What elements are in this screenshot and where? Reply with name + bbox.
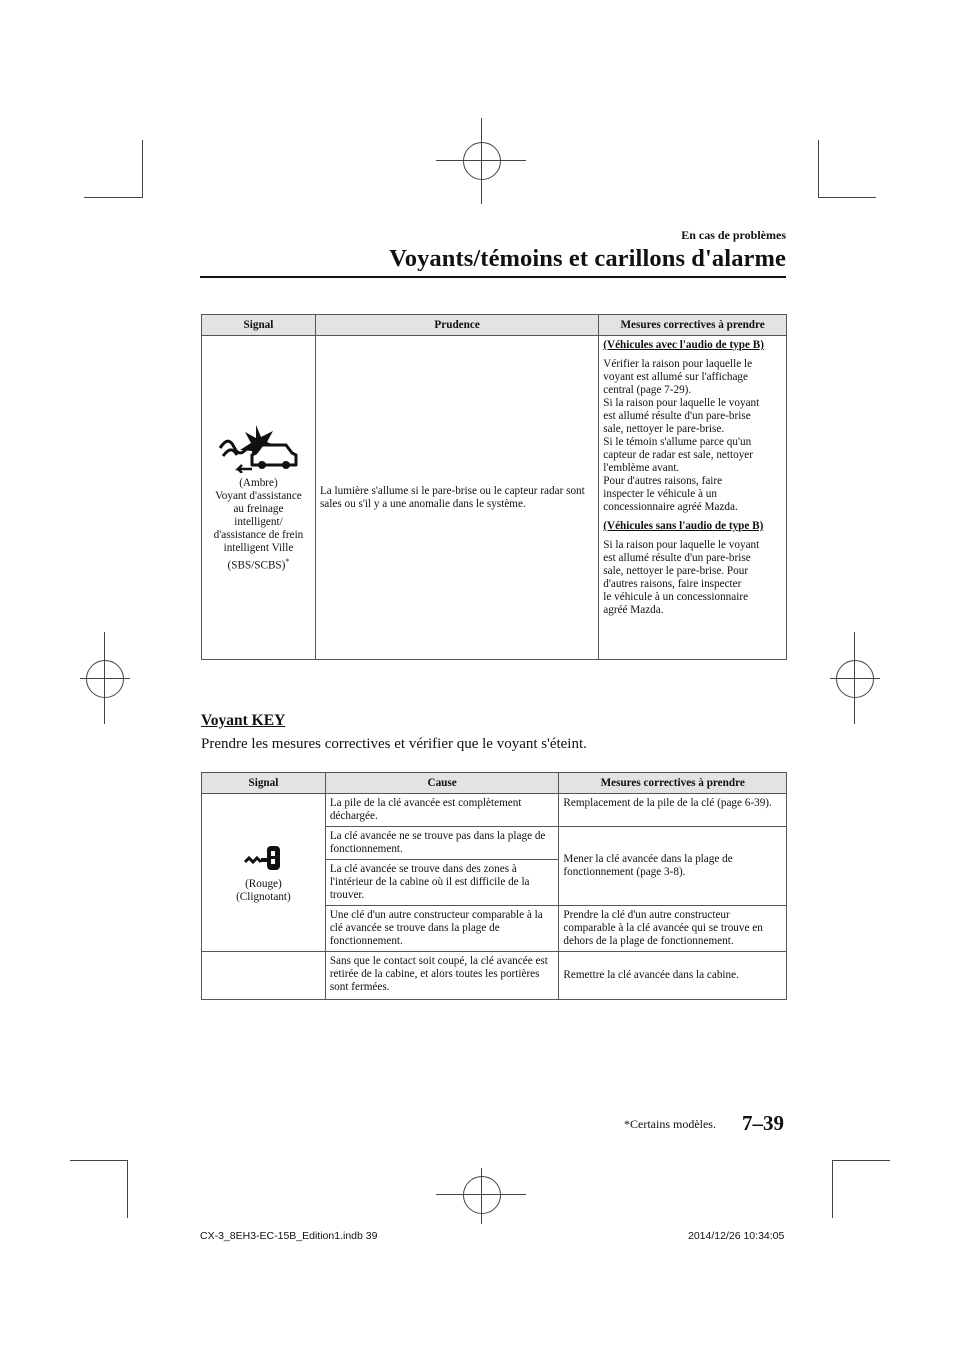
- actions-cell: [599, 336, 787, 660]
- action-line: Pour d'autres raisons, faire: [603, 475, 723, 487]
- header-actions: Mesures correctives à prendre: [599, 315, 787, 336]
- signal-line: au freinage: [233, 502, 284, 515]
- signal-line: intelligent Ville: [223, 541, 294, 554]
- signal-cell: [202, 794, 326, 952]
- action-cell: Remettre la clé avancée dans la cabine.: [559, 952, 787, 1000]
- table-header-row: [202, 773, 787, 794]
- cause-cell: La pile de la clé avancée est complètement déchargée.: [325, 794, 559, 827]
- section-label: En cas de problèmes: [681, 228, 786, 242]
- header-cause: Cause: [325, 773, 559, 794]
- print-imprint-file: CX-3_8EH3-EC-15B_Edition1.indb 39: [200, 1230, 378, 1242]
- cause-cell: La clé avancée se trouve dans des zones à l'intérieur de la cabine où il est difficile de la trouver.: [325, 860, 559, 906]
- page-number: 7–39: [742, 1111, 784, 1135]
- header-rule: [200, 276, 786, 278]
- action-line: agréé Mazda.: [603, 604, 664, 616]
- action-line: central (page 7-29).: [603, 384, 692, 396]
- action-line: Si la raison pour laquelle le voyant: [603, 397, 760, 409]
- signal-line: Voyant d'assistance: [215, 489, 302, 502]
- header-actions: Mesures correctives à prendre: [559, 773, 787, 794]
- action-line: le véhicule à un concessionnaire: [603, 591, 749, 603]
- action-line: inspecter le véhicule à un: [603, 488, 717, 500]
- cause-cell: Sans que le contact soit coupé, la clé avancée est retirée de la cabine, et alors toutes les portières sont fermées.: [325, 952, 559, 1000]
- signal-line: intelligent/: [234, 515, 283, 528]
- section-intro: Prendre les mesures correctives et vérifier que le voyant s'éteint.: [201, 736, 587, 752]
- action-line: capteur de radar est sale, nettoyer: [603, 449, 753, 461]
- header-signal: Signal: [202, 315, 316, 336]
- key-warning-table: [201, 772, 787, 1000]
- signal-line: d'assistance de frein: [213, 528, 304, 541]
- print-imprint-date: 2014/12/26 10:34:05: [688, 1230, 785, 1242]
- action-line: Vérifier la raison pour laquelle le: [603, 358, 753, 370]
- section-heading-key: Voyant KEY: [201, 712, 286, 729]
- action-cell: Mener la clé avancée dans la plage de fonctionnement (page 3-8).: [559, 827, 787, 906]
- action-line: sale, nettoyer le pare-brise. Pour: [603, 565, 749, 577]
- signal-line-last: (SBS/SCBS)*: [227, 556, 290, 572]
- action-line: concessionnaire agréé Mazda.: [603, 501, 738, 513]
- key-fob-icon: [243, 842, 283, 874]
- action-cell: Prendre la clé d'un autre constructeur comparable à la clé avancée qui se trouve en dehors de la plage de fonctionnement.: [559, 906, 787, 952]
- action-heading: (Véhicules avec l'audio de type B): [603, 339, 764, 351]
- signal-state: (Clignotant): [236, 890, 291, 903]
- cause-cell: La clé avancée ne se trouve pas dans la plage de fonctionnement.: [325, 827, 559, 860]
- signal-cell-empty: [202, 952, 326, 1000]
- action-line: l'emblème avant.: [603, 462, 680, 474]
- caution-cell: La lumière s'allume si le pare-brise ou le capteur radar sont sales ou s'il y a une anomalie dans le système.: [315, 336, 598, 660]
- cause-cell: Une clé d'un autre constructeur comparable à la clé avancée se trouve dans la plage de fonctionnement.: [325, 906, 559, 952]
- action-heading: (Véhicules sans l'audio de type B): [603, 520, 764, 532]
- table-row: [202, 794, 787, 827]
- footnote-certain-models: *Certains modèles.: [624, 1117, 716, 1131]
- sbs-scbs-collision-warning-icon: [216, 423, 300, 473]
- header-caution: Prudence: [315, 315, 598, 336]
- table-row: [202, 336, 787, 660]
- page-title: Voyants/témoins et carillons d'alarme: [389, 245, 786, 272]
- action-line: Si le témoin s'allume parce qu'un: [603, 436, 752, 448]
- page-header: [200, 228, 786, 274]
- action-cell: Remplacement de la pile de la clé (page 6-39).: [559, 794, 787, 827]
- certain-models-mark: *: [285, 556, 290, 566]
- signal-cell: [202, 336, 316, 660]
- action-line: Si la raison pour laquelle le voyant: [603, 539, 760, 551]
- sbs-scbs-table: [201, 314, 787, 660]
- table-header-row: [202, 315, 787, 336]
- action-line: sale, nettoyer le pare-brise.: [603, 423, 725, 435]
- action-line: voyant est allumé sur l'affichage: [603, 371, 748, 383]
- signal-color: (Ambre): [239, 476, 278, 489]
- header-signal: Signal: [202, 773, 326, 794]
- signal-color: (Rouge): [245, 877, 282, 890]
- action-line: d'autres raisons, faire inspecter: [603, 578, 742, 590]
- table-row: [202, 952, 787, 1000]
- action-line: est allumé résulte d'un pare-brise: [603, 552, 751, 564]
- action-line: est allumé résulte d'un pare-brise: [603, 410, 751, 422]
